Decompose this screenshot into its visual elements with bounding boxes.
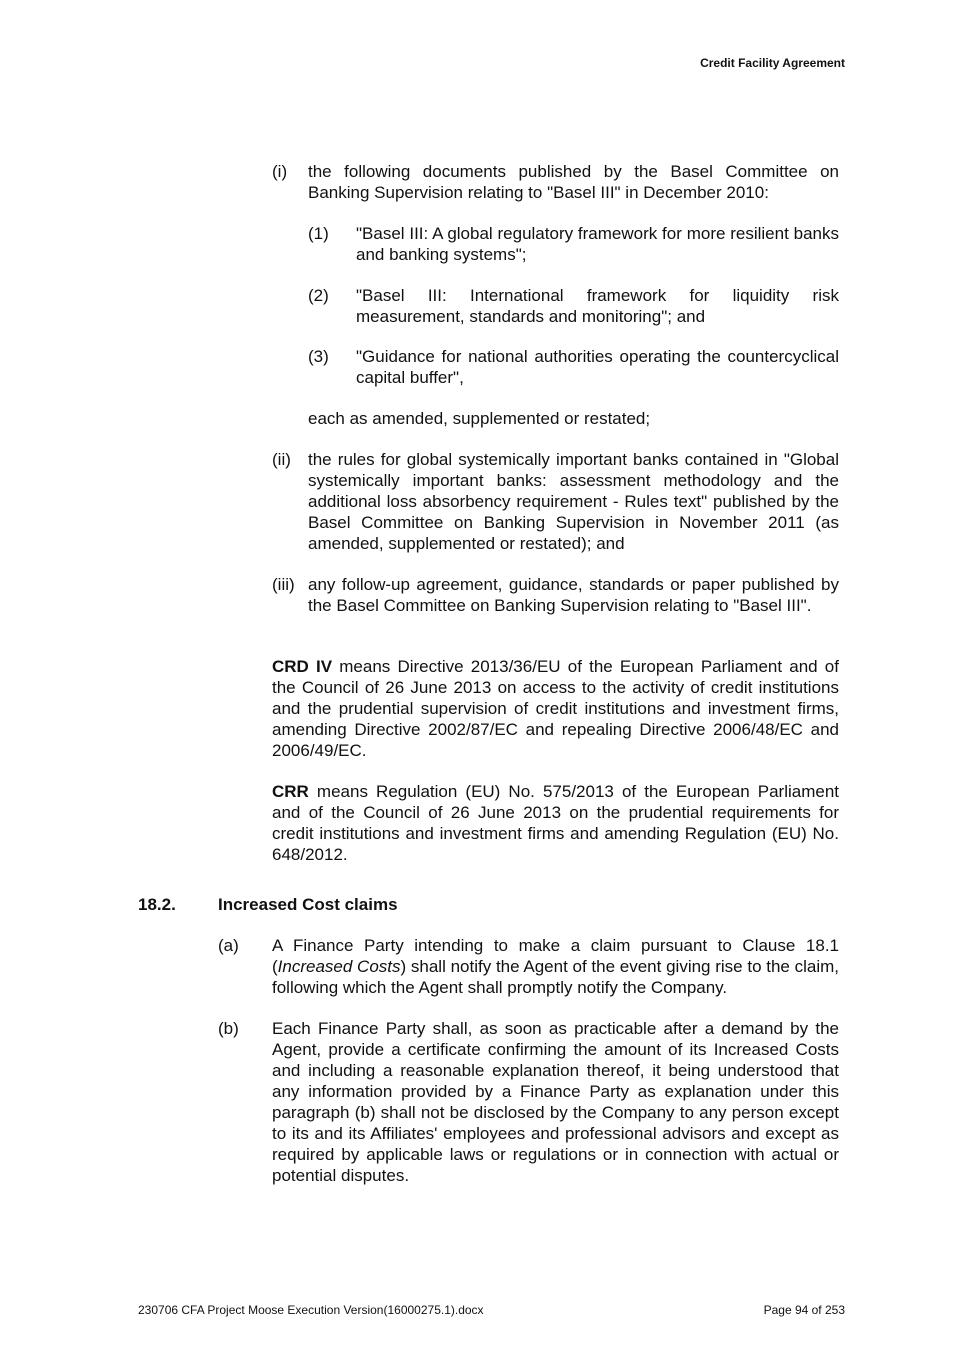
list-label-ii: (ii) — [272, 450, 291, 469]
para-a-text — [272, 935, 839, 998]
sublist-label-3: (3) — [308, 347, 329, 366]
footer-document-name: 230706 CFA Project Moose Execution Version(16000275.1).docx — [138, 1303, 484, 1317]
sublist-label-1: (1) — [308, 224, 329, 243]
sublist-item-2: "Basel III: International framework for liquidity risk measurement, standards and monitoring"; and — [356, 286, 839, 326]
sublist-item-3: "Guidance for national authorities operating the countercyclical capital buffer", — [356, 347, 839, 387]
list-label-i: (i) — [272, 162, 288, 181]
para-label-b: (b) — [218, 1019, 239, 1038]
list-item-iii-text: any follow-up agreement, guidance, standards or paper published by the Basel Committee on Banking Supervision relating to "Basel III". — [308, 575, 839, 615]
section-title: Increased Cost claims — [218, 895, 398, 914]
definition-text-crd-iv: means Directive 2013/36/EU of the European Parliament and of the Council of 26 June 2013 on access to the activity of credit institutions and the prudential supervision of credit institutions and investment firms, amending Directive 2002/87/EC and repealing Directive 2006/48/EC and 2006/49/EC. — [272, 657, 839, 760]
list-item-ii-text: the rules for global systemically important banks contained in "Global systemically important banks: assessment methodology and the additional loss absorbency requirement - Rules text" published by the Basel Committee on Banking Supervision in November 2011 (as amended, supplemented or restated); and — [308, 450, 839, 553]
sublist-item-1: "Basel III: A global regulatory framework for more resilient banks and banking systems"; — [356, 224, 839, 264]
list-label-iii: (iii) — [272, 575, 295, 594]
sublist-label-2: (2) — [308, 286, 329, 305]
list-item-i-text: the following documents published by the Basel Committee on Banking Supervision relating to "Basel III" in December 2010: — [308, 162, 839, 202]
para-label-a: (a) — [218, 936, 239, 955]
section-number: 18.2. — [138, 895, 176, 914]
definition-crd-iv — [272, 656, 839, 761]
definition-term-crr: CRR — [272, 782, 309, 801]
definition-crr — [272, 781, 839, 865]
footer-page-number: Page 94 of 253 — [763, 1303, 845, 1317]
definition-term-crd-iv: CRD IV — [272, 657, 333, 676]
para-b-text: Each Finance Party shall, as soon as practicable after a demand by the Agent, provide a certificate confirming the amount of its Increased Costs and including a reasonable explanation thereof, it being understood that any information provided by a Finance Party as explanation under this paragraph (b) shall not be disclosed by the Company to any person except to its and its Affiliates' employees and professional advisors and except as required by applicable laws or regulations or in connection with actual or potential disputes. — [272, 1019, 839, 1185]
running-header: Credit Facility Agreement — [700, 56, 845, 70]
para-a-clause-ref: Increased Costs — [277, 957, 401, 976]
list-item-i-tail: each as amended, supplemented or restated; — [308, 409, 651, 428]
para-a-text-2: ) shall notify the Agent of the event giving rise to the claim, following which the Agent shall promptly notify the Company. — [272, 957, 839, 997]
definition-text-crr: means Regulation (EU) No. 575/2013 of the European Parliament and of the Council of 26 June 2013 on the prudential requirements for credit institutions and investment firms and amending Regulation (EU) No. 648/2012. — [272, 782, 839, 864]
para-a-text-1: A Finance Party intending to make a claim pursuant to Clause 18.1 ( — [272, 936, 839, 976]
